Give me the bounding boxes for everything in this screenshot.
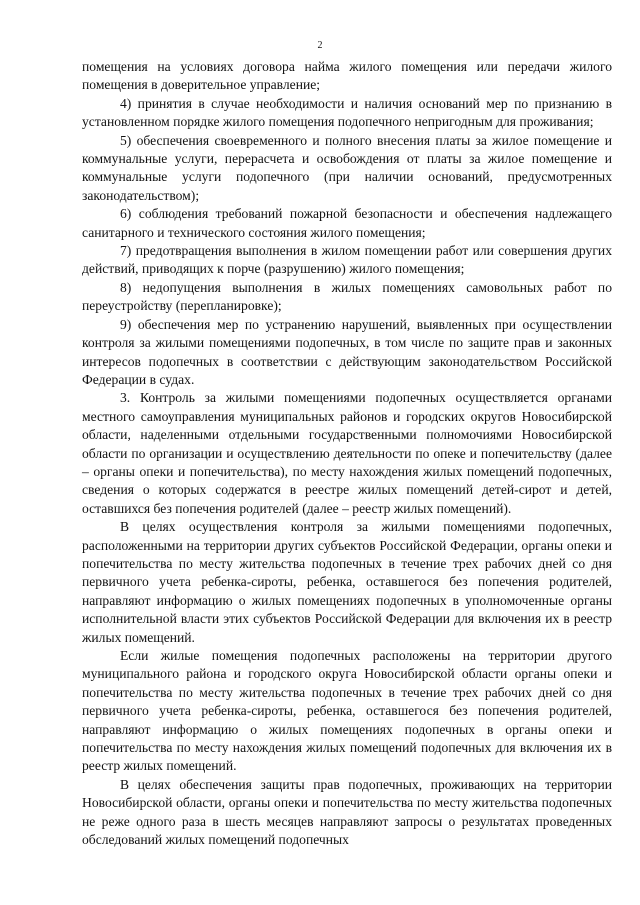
list-item-5: 5) обеспечения своевременного и полного внесения платы за жилое помещение и коммунальные услуги, перерасчета и освобождения от платы за жилое помещение и коммунальные услуги подопечного (при наличии оснований, предусмотренных законодательством); (82, 132, 612, 203)
list-item-4: 4) принятия в случае необходимости и наличия оснований мер по признанию в установленном порядке жилого помещения подопечного непригодным для проживания; (82, 95, 612, 130)
document-body (82, 58, 612, 849)
list-item-7: 7) предотвращения выполнения в жилом помещении работ или совершения других действий, приводящих к порче (разрушению) жилого помещения; (82, 243, 612, 277)
list-item-6: 6) соблюдения требований пожарной безопасности и обеспечения надлежащего санитарного и технического состояния жилого помещения; (82, 206, 612, 240)
paragraph-other-municipality: Если жилые помещения подопечных расположены на территории другого муниципального района и городского округа Новосибирской области органы опеки и попечительства по месту жительства подопечных в течение трех рабочих дней со дня первичного учета ребенка-сироты, ребенка, оставшегося без попечения родителей, направляют информацию о жилых помещениях подопечных в органы опеки и попечительства по месту нахождения жилых помещений подопечных для включения их в реестр жилых помещений. (82, 648, 612, 774)
paragraph-rights-protection: В целях обеспечения защиты прав подопечных, проживающих на территории Новосибирской области, органы опеки и попечительства по месту жительства подопечных не реже одного раза в шесть месяцев направляют запросы о результатах проведенных обследований жилых помещений подопечных (82, 776, 612, 848)
section-3-paragraph: 3. Контроль за жилыми помещениями подопечных осуществляется органами местного самоуправления муниципальных районов и городских округов Новосибирской области, наделенными отдельными государственными полномочиями Новосибирской области по организации и осуществлению деятельности по опеке и попечительству (далее – органы опеки и попечительства), по месту нахождения жилых помещений подопечных, сведения о которых содержатся в реестре жилых помещений детей-сирот и детей, оставшихся без попечения родителей (далее – реестр жилых помещений). (82, 390, 612, 516)
paragraph-other-subjects: В целях осуществления контроля за жилыми помещениями подопечных, расположенными на территории других субъектов Российской Федерации, органы опеки и попечительства по месту жительства подопечных в течение трех рабочих дней со дня первичного учета ребенка-сироты, ребенка, оставшегося без попечения родителей, направляют информацию о жилых помещениях подопечных в уполномоченные органы исполнительной власти этих субъектов Российской Федерации для включения их в реестр жилых помещений. (82, 519, 612, 645)
page-number: 2 (317, 40, 323, 51)
paragraph-continuation: помещения на условиях договора найма жилого помещения или передачи жилого помещения в доверительное управление; (82, 59, 612, 93)
list-item-9: 9) обеспечения мер по устранению нарушений, выявленных при осуществлении контроля за жилыми помещениями подопечных, в том числе по защите прав и законных интересов подопечных в соответствии с действующим законодательством Российской Федерации в судах. (82, 316, 612, 387)
list-item-8: 8) недопущения выполнения в жилых помещениях самовольных работ по переустройству (перепланировке); (82, 279, 612, 314)
